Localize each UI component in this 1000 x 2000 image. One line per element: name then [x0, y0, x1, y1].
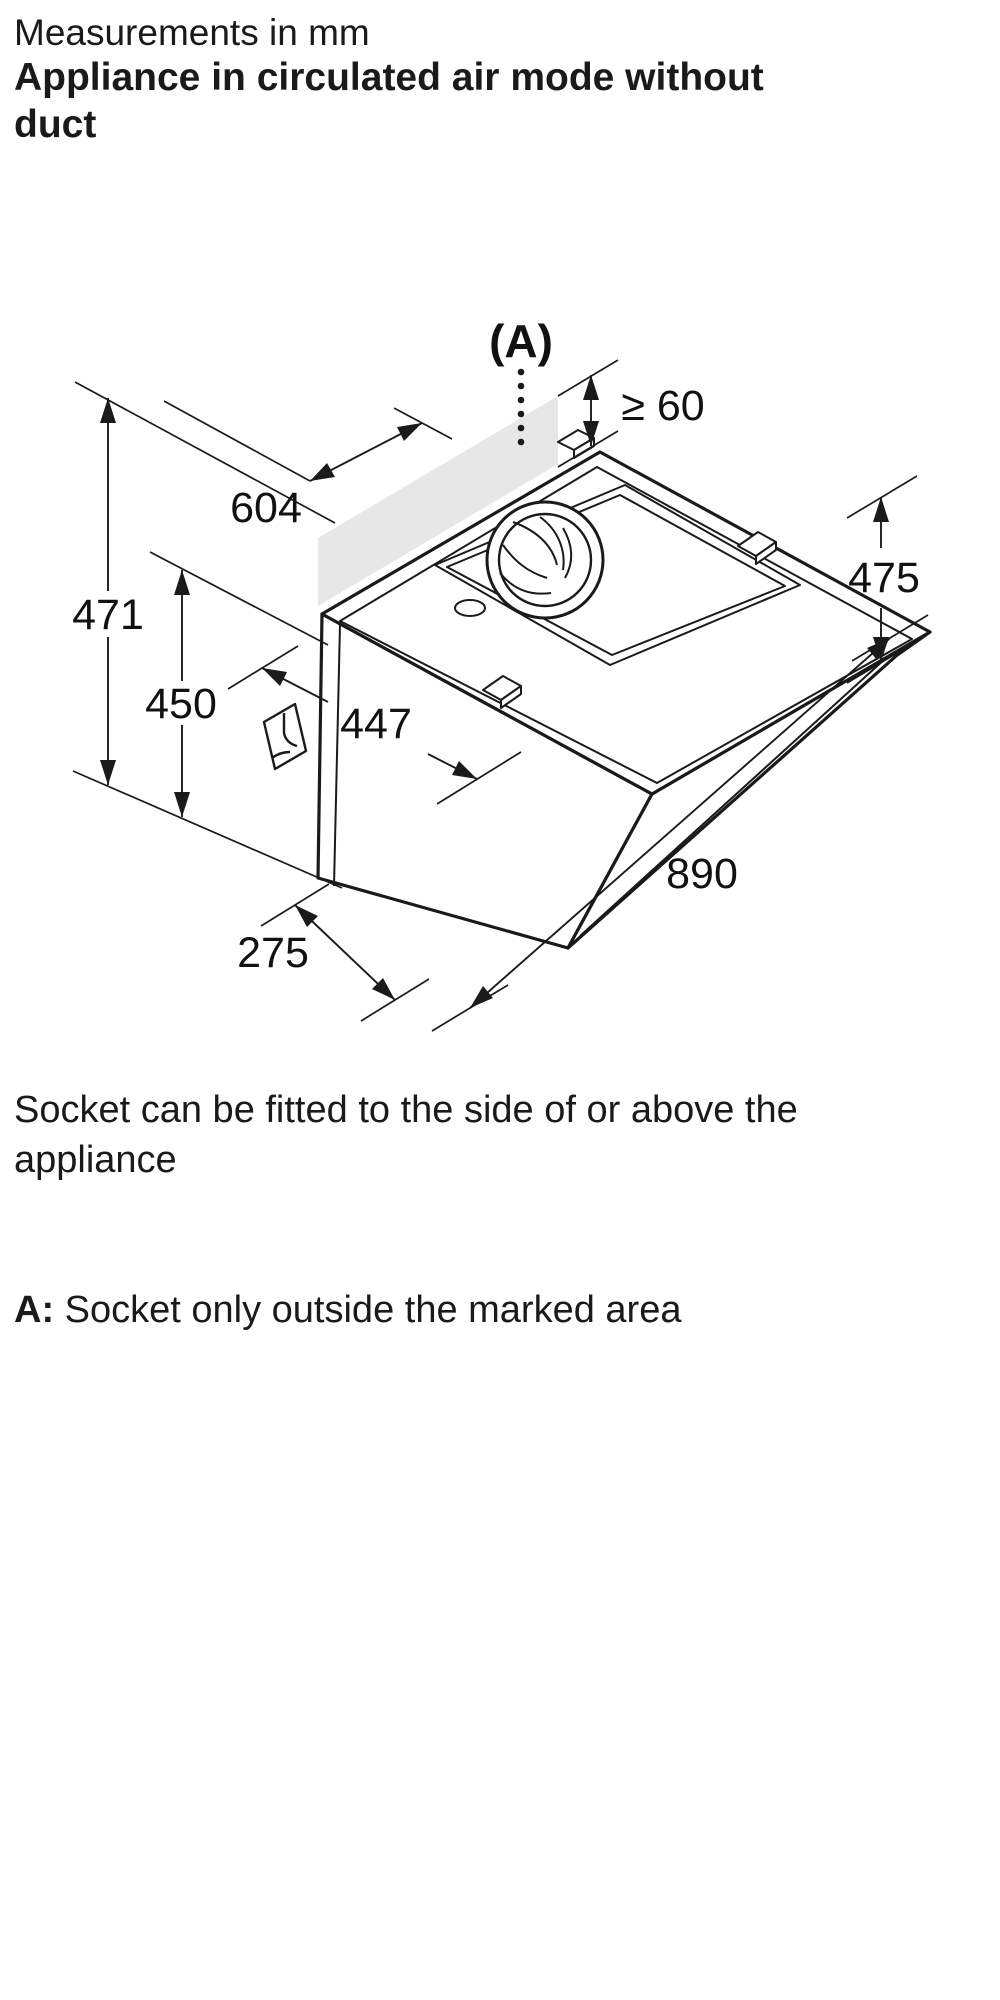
installation-diagram — [0, 230, 1000, 1060]
page-title-line1: Appliance in circulated air mode without — [14, 56, 764, 99]
dim-604-label: 604 — [230, 484, 302, 532]
socket-note-line1: Socket can be fitted to the side of or above the — [14, 1089, 798, 1131]
dim-890-label: 890 — [666, 850, 738, 898]
dim-447-label: 447 — [340, 700, 412, 748]
dim-min-60-label: ≥ 60 — [621, 382, 705, 430]
measurements-subtitle: Measurements in mm — [14, 12, 370, 53]
dim-275-label: 275 — [237, 929, 309, 977]
marked-area-note-prefix: A: — [14, 1289, 55, 1331]
marked-area-note-text: Socket only outside the marked area — [54, 1289, 682, 1331]
dim-471-label: 471 — [72, 591, 144, 639]
marked-area-label-a: (A) — [489, 315, 553, 367]
dim-471 — [72, 382, 342, 888]
dim-450-label: 450 — [145, 680, 217, 728]
page-title-line2: duct — [14, 103, 97, 146]
cooker-hood-icon — [264, 704, 306, 769]
marked-area-note — [14, 1289, 681, 1332]
socket-note-line2: appliance — [14, 1139, 177, 1181]
dim-475-label: 475 — [848, 554, 920, 602]
dim-275 — [237, 884, 429, 1021]
